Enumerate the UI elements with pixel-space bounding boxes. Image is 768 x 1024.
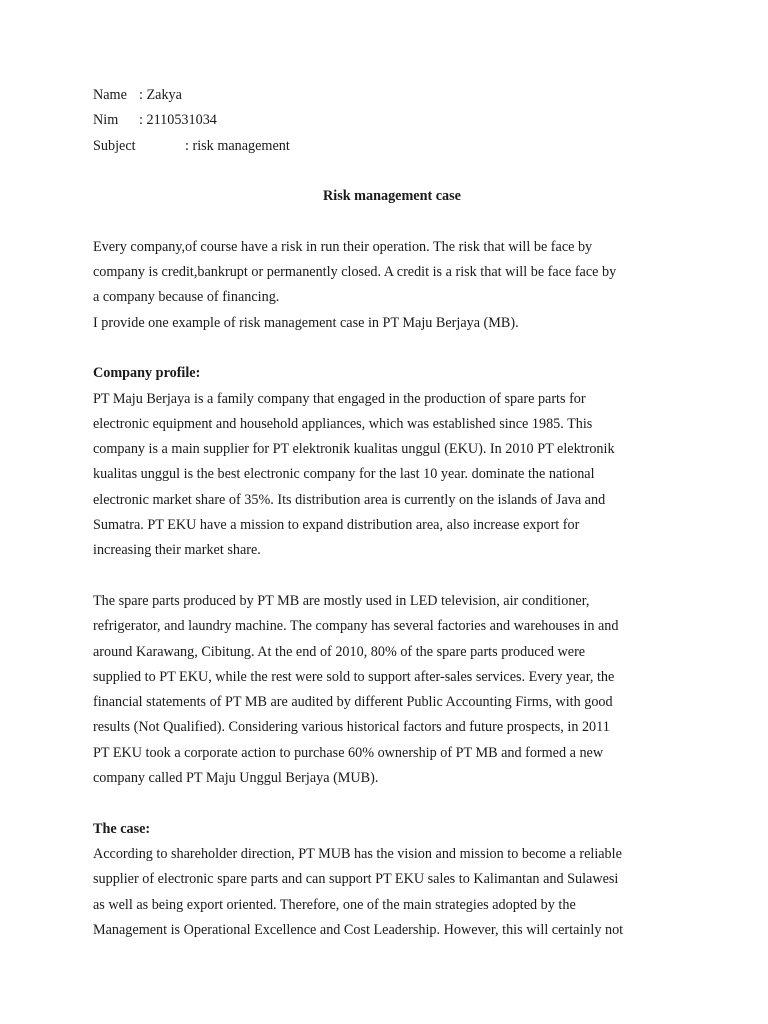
text-line: Every company,of course have a risk in run their operation. The risk that will be face by — [93, 238, 593, 255]
nim-value: : 2110531034 — [139, 112, 217, 129]
company-profile-heading: Company profile: — [93, 365, 201, 382]
text-line: increasing their market share. — [93, 542, 261, 559]
text-line: around Karawang, Cibitung. At the end of 2010, 80% of the spare parts produced were — [93, 643, 586, 660]
text-line: company is credit,bankrupt or permanently closed. A credit is a risk that will be face face by — [93, 264, 617, 281]
name-row — [93, 83, 683, 108]
text-line: electronic equipment and household appliances, which was established since 1985. This — [93, 415, 593, 432]
text-line: supplied to PT EKU, while the rest were sold to support after-sales services. Every year, the — [93, 668, 615, 685]
subject-label: Subject — [93, 137, 136, 154]
text-line: I provide one example of risk management case in PT Maju Berjaya (MB). — [93, 314, 519, 331]
name-label: Name — [93, 87, 127, 103]
text-line: Management is Operational Excellence and Cost Leadership. However, this will certainly not — [93, 921, 624, 938]
text-line: company is a main supplier for PT elektronik kualitas unggul (EKU). In 2010 PT elektronik — [93, 441, 615, 458]
text-line: kualitas unggul is the best electronic company for the last 10 year. dominate the national — [93, 466, 595, 483]
text-line: a company because of financing. — [93, 289, 280, 306]
company-profile-paragraph — [93, 387, 683, 564]
text-line: results (Not Qualified). Considering various historical factors and future prospects, in 2011 — [93, 719, 610, 736]
text-line: According to shareholder direction, PT MUB has the vision and mission to become a reliable — [93, 845, 622, 862]
text-line: financial statements of PT MB are audited by different Public Accounting Firms, with good — [93, 694, 613, 711]
text-line: as well as being export oriented. Therefore, one of the main strategies adopted by the — [93, 896, 576, 913]
text-line: company called PT Maju Unggul Berjaya (MUB). — [93, 770, 379, 787]
text-line: refrigerator, and laundry machine. The company has several factories and warehouses in and — [93, 618, 619, 635]
spacer — [93, 209, 683, 234]
nim-label: Nim — [93, 112, 119, 129]
nim-row — [93, 108, 683, 133]
spacer — [93, 564, 683, 589]
intro-paragraph — [93, 235, 683, 336]
document-content — [93, 83, 683, 943]
subject-value: : risk management — [185, 137, 290, 154]
subject-row — [93, 134, 683, 159]
text-line: PT Maju Berjaya is a family company that engaged in the production of spare parts for — [93, 390, 586, 407]
case-paragraph — [93, 842, 683, 943]
document-title: Risk management case — [323, 188, 461, 205]
spacer — [93, 336, 683, 361]
spare-parts-paragraph — [93, 589, 683, 791]
text-line: Sumatra. PT EKU have a mission to expand distribution area, also increase export for — [93, 517, 580, 534]
text-line: electronic market share of 35%. Its distribution area is currently on the islands of Java and — [93, 491, 606, 508]
text-line: PT EKU took a corporate action to purchase 60% ownership of PT MB and formed a new — [93, 744, 604, 761]
spacer — [93, 791, 683, 816]
text-line: supplier of electronic spare parts and can support PT EKU sales to Kalimantan and Sulawesi — [93, 871, 619, 888]
name-value: : Zakya — [139, 87, 182, 103]
text-line: The spare parts produced by PT MB are mostly used in LED television, air conditioner, — [93, 592, 590, 609]
case-heading: The case: — [93, 820, 151, 837]
